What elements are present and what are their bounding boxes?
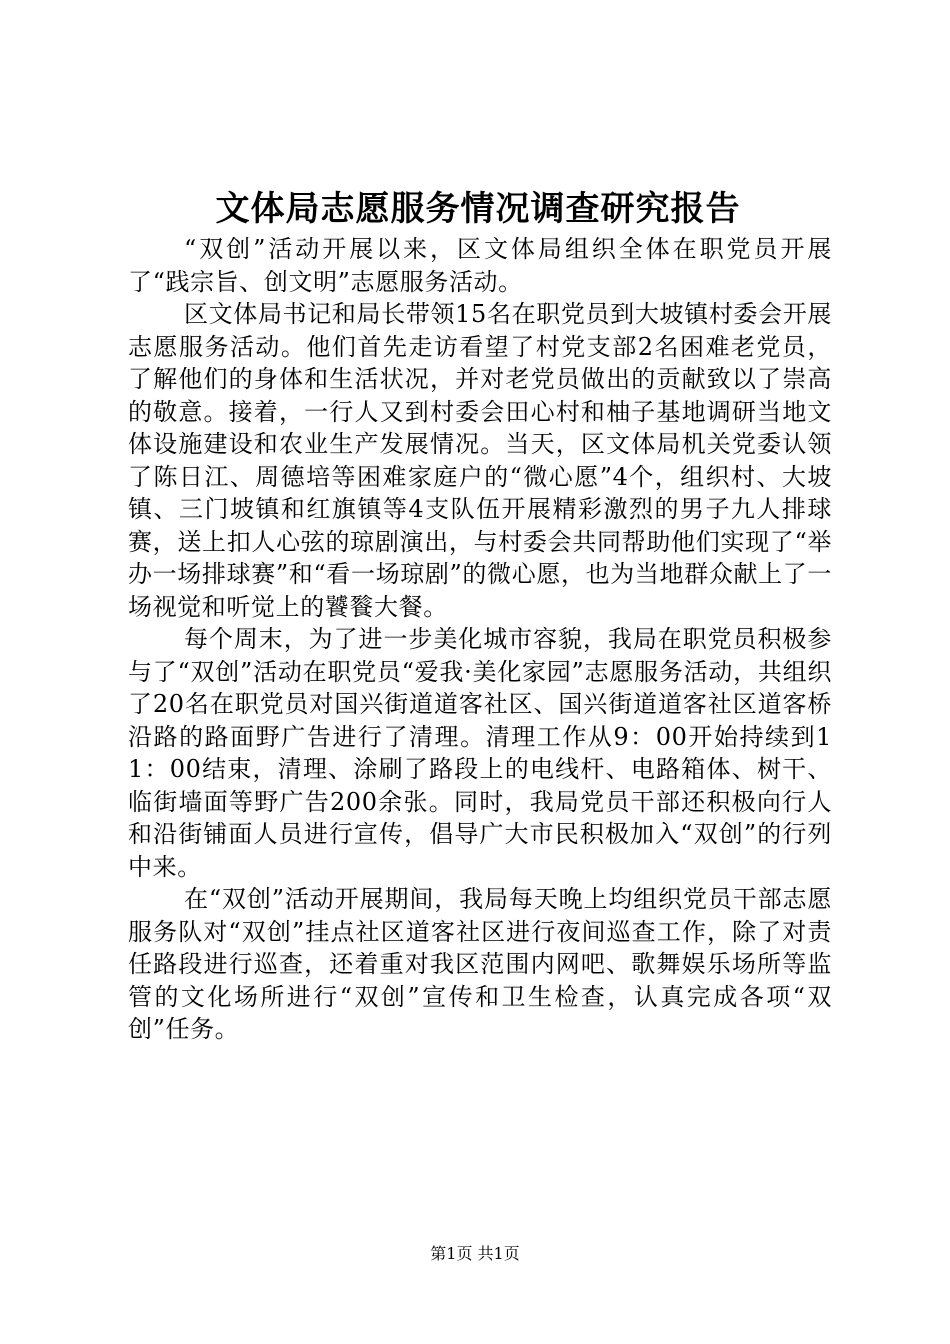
- paragraph-2: 区文体局书记和局长带领15名在职党员到大坡镇村委会开展志愿服务活动。他们首先走访看望了村党支部2名困难老党员，了解他们的身体和生活状况，并对老党员做出的贡献致以了崇高的敬意。接着，一行人又到村委会田心村和柚子基地调研当地文体设施建设和农业生产发展情况。当天，区文体局机关党委认领了陈日江、周德培等困难家庭户的“微心愿”4个，组织村、大坡镇、三门坡镇和红旗镇等4支队伍开展精彩激烈的男子九人排球赛，送上扣人心弦的琼剧演出，与村委会共同帮助他们实现了“举办一场排球赛”和“看一场琼剧”的微心愿，也为当地群众献上了一场视觉和听觉上的饕餮大餐。: [128, 300, 832, 621]
- paragraph-4: 在“双创”活动开展期间，我局每天晚上均组织党员干部志愿服务队对“双创”挂点社区道客社区进行夜间巡查工作，除了对责任路段进行巡查，还着重对我区范围内网吧、歌舞娱乐场所等监管的文化场所进行“双创”宣传和卫生检查，认真完成各项“双创”任务。: [128, 885, 832, 1043]
- document-title: 文体局志愿服务情况调查研究报告: [215, 189, 741, 229]
- paragraph-1: “双创”活动开展以来，区文体局组织全体在职党员开展了“践宗旨、创文明”志愿服务活动。: [128, 235, 832, 296]
- document-body: [128, 233, 832, 1046]
- paragraph-3: 每个周末，为了进一步美化城市容貌，我局在职党员积极参与了“双创”活动在职党员“爱我·美化家园”志愿服务活动，共组织了20名在职党员对国兴街道道客社区、国兴街道道客社区道客桥沿路的路面野广告进行了清理。清理工作从9：00开始持续到11：00结束，清理、涂刷了路段上的电线杆、电路箱体、树干、临街墙面等野广告200余张。同时，我局党员干部还积极向行人和沿街铺面人员进行宣传，倡导广大市民积极加入“双创”的行列中来。: [128, 625, 832, 881]
- page-footer: 第1页 共1页: [430, 1244, 520, 1263]
